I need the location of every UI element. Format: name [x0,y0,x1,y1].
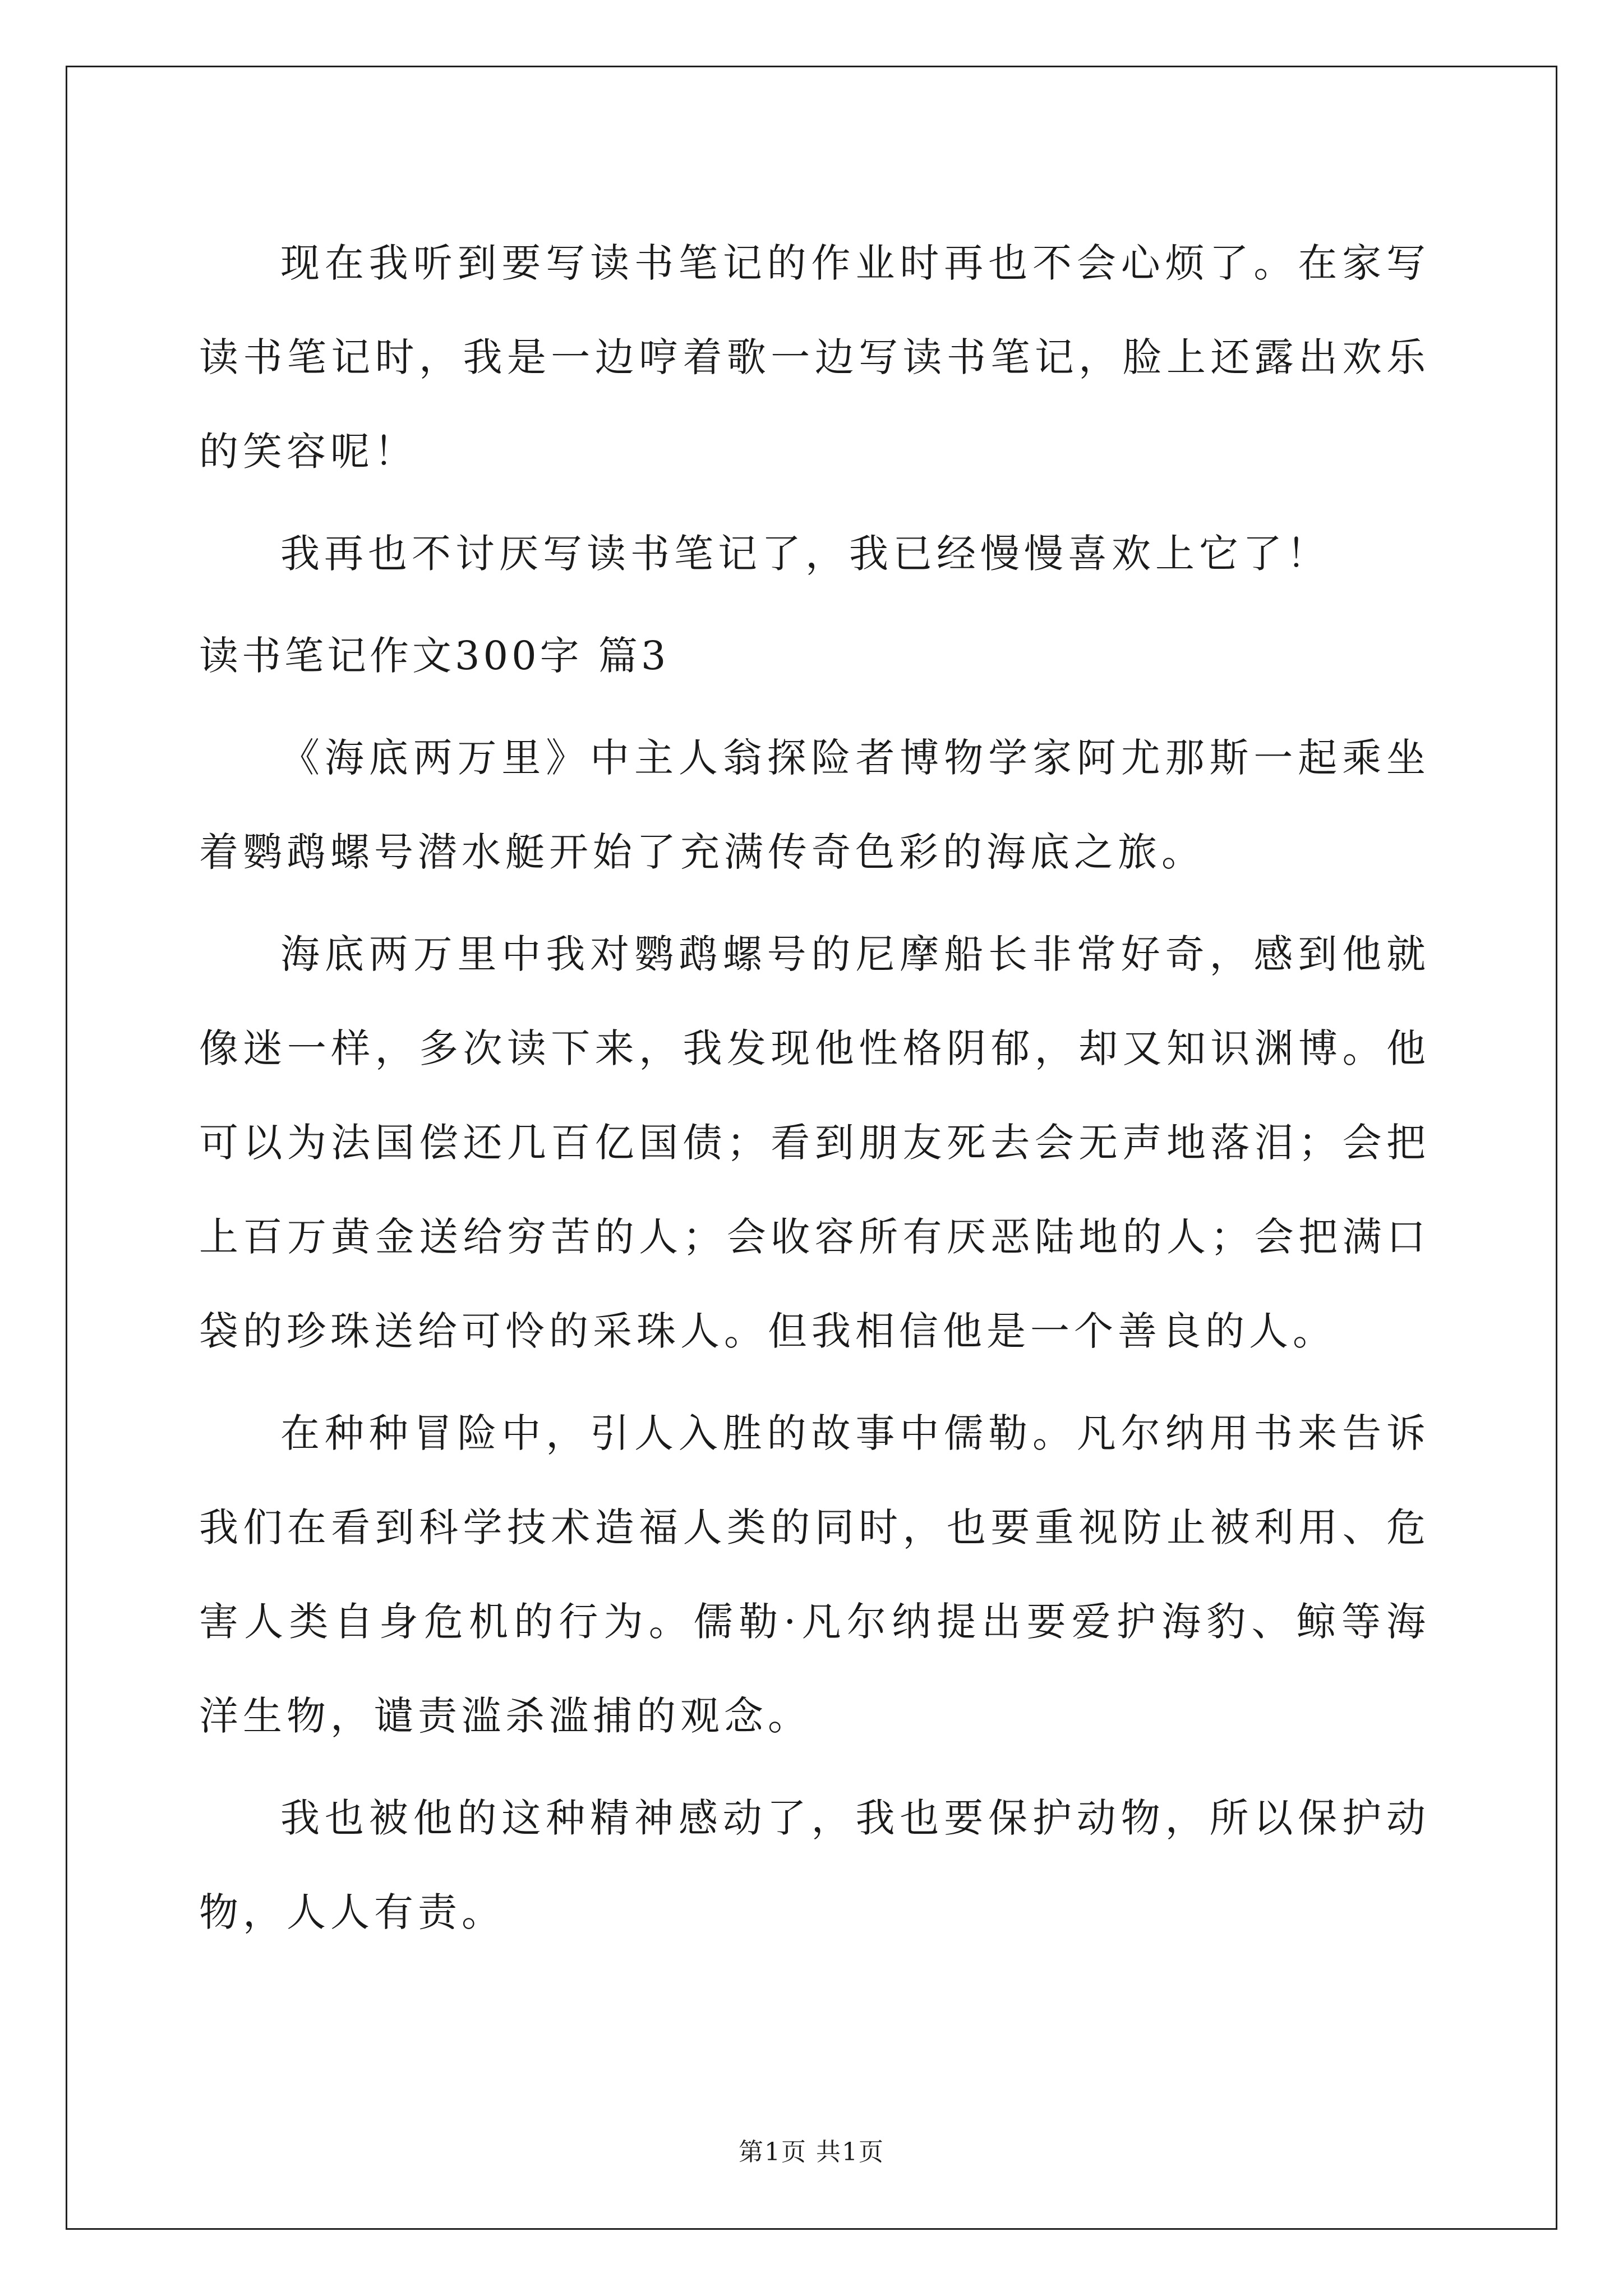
paragraph-5: 在种种冒险中，引人入胜的故事中儒勒。凡尔纳用书来告诉我们在看到科学技术造福人类的同时，也要重视防止被利用、危害人类自身危机的行为。儒勒·凡尔纳提出要爱护海豹、鲸等海洋生物，谴责滥杀滥捕的观念。 [199,1410,1430,1739]
section-heading: 读书笔记作文300字 篇3 [199,633,670,679]
document-body [199,216,1430,1967]
paragraph-1: 现在我听到要写读书笔记的作业时再也不会心烦了。在家写读书笔记时，我是一边哼着歌一边写读书笔记，脸上还露出欢乐的笑容呢！ [199,240,1430,475]
paragraph-6: 我也被他的这种精神感动了，我也要保护动物，所以保护动物，人人有责。 [199,1795,1430,1935]
paragraph-3: 《海底两万里》中主人翁探险者博物学家阿尤那斯一起乘坐着鹦鹉螺号潜水艇开始了充满传奇色彩的海底之旅。 [199,735,1430,875]
page-footer: 第1页 共1页 [739,2138,884,2166]
paragraph-2: 我再也不讨厌写读书笔记了，我已经慢慢喜欢上它了！ [280,531,1330,577]
paragraph-4: 海底两万里中我对鹦鹉螺号的尼摩船长非常好奇，感到他就像迷一样，多次读下来，我发现他性格阴郁，却又知识渊博。他可以为法国偿还几百亿国债；看到朋友死去会无声地落泪；会把上百万黄金送给穷苦的人；会收容所有厌恶陆地的人；会把满口袋的珍珠送给可怜的采珠人。但我相信他是一个善良的人。 [199,931,1430,1354]
